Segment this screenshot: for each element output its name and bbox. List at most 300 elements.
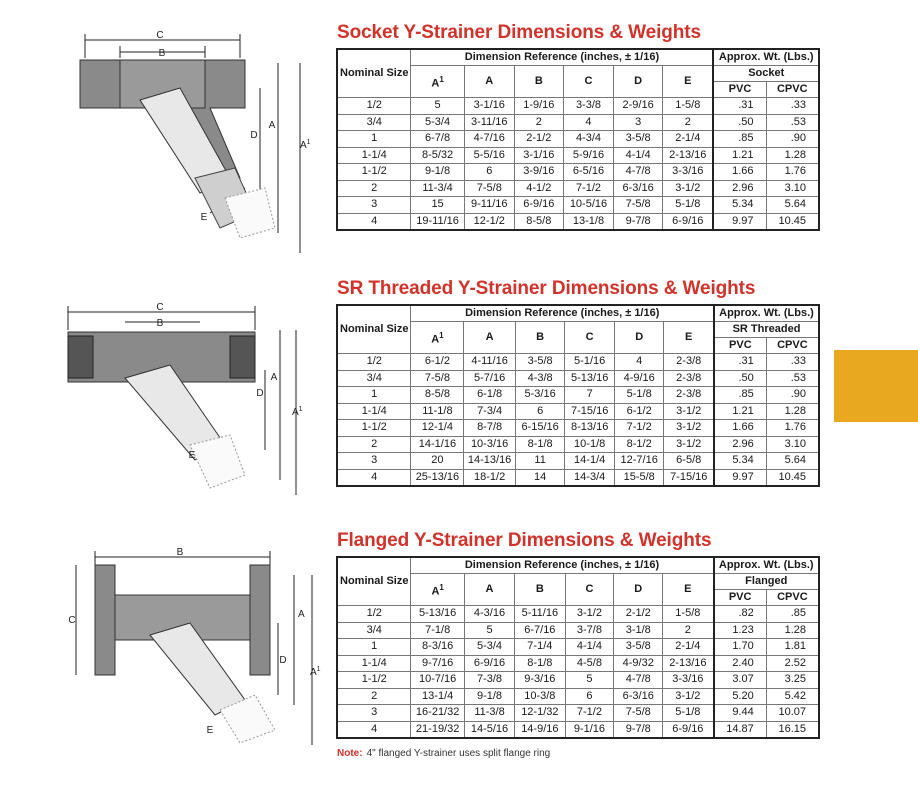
col-b-header: B (515, 322, 565, 354)
cell-e: 3-1/2 (663, 180, 714, 197)
cell-pvc: 9.97 (713, 213, 766, 230)
cell-size: 1-1/2 (337, 164, 411, 181)
cell-a: 7-5/8 (464, 180, 514, 197)
cell-size: 1 (337, 639, 411, 656)
table-row (337, 436, 819, 453)
cell-e: 5-1/8 (663, 705, 714, 722)
cell-d: 6-3/16 (614, 180, 663, 197)
cell-pvc: .85 (713, 131, 766, 148)
cpvc-header: CPVC (766, 82, 819, 98)
cell-a1: 12-1/4 (411, 420, 464, 437)
cell-d: 12-7/16 (614, 453, 664, 470)
cell-e: 1-5/8 (663, 98, 714, 115)
cpvc-header: CPVC (766, 338, 819, 354)
cell-a: 4-7/16 (464, 131, 514, 148)
cell-c: 4-3/4 (563, 131, 613, 148)
table-row (337, 672, 819, 689)
cell-c: 10-5/16 (563, 197, 613, 214)
cell-c: 5-1/16 (565, 354, 615, 371)
cell-e: 2 (663, 622, 714, 639)
cell-size: 4 (337, 721, 411, 738)
cell-pvc: .85 (714, 387, 766, 404)
cell-pvc: 1.21 (713, 147, 766, 164)
cell-e: 3-1/2 (663, 688, 714, 705)
cell-a: 5-3/4 (464, 639, 514, 656)
table-row (337, 639, 819, 656)
table-row (337, 387, 819, 404)
cell-a: 6-1/8 (464, 387, 516, 404)
cell-pvc: 1.66 (714, 420, 766, 437)
cell-a: 14-5/16 (464, 721, 514, 738)
cell-cpvc: 1.28 (766, 403, 819, 420)
cell-a1: 11-1/8 (411, 403, 464, 420)
cell-a: 3-11/16 (464, 114, 514, 131)
cell-b: 10-3/8 (515, 688, 565, 705)
col-e-header: E (663, 66, 714, 98)
cell-size: 1/2 (337, 354, 411, 371)
svg-text:E: E (206, 725, 214, 736)
svg-text:D: D (250, 130, 258, 141)
cell-b: 12-1/32 (515, 705, 565, 722)
cell-size: 1-1/4 (337, 655, 411, 672)
cell-c: 5 (565, 672, 614, 689)
col-c-header: C (565, 322, 615, 354)
cell-c: 4-1/4 (565, 639, 614, 656)
cell-c: 3-1/2 (565, 606, 614, 623)
table-row (337, 213, 819, 230)
cell-pvc: 1.23 (714, 622, 767, 639)
cell-a1: 15 (411, 197, 464, 214)
col-e-header: E (664, 322, 714, 354)
cell-c: 14-1/4 (565, 453, 615, 470)
cell-cpvc: 1.28 (766, 147, 819, 164)
cell-e: 2-3/8 (664, 387, 714, 404)
cell-a1: 6-1/2 (411, 354, 464, 371)
cell-size: 3/4 (337, 622, 411, 639)
socket-section-title: Socket Y-Strainer Dimensions & Weights (337, 22, 701, 43)
cell-d: 7-5/8 (614, 197, 663, 214)
cell-a1: 8-5/32 (411, 147, 464, 164)
cell-cpvc: 1.76 (766, 420, 819, 437)
table-row (337, 420, 819, 437)
cell-c: 6 (565, 688, 614, 705)
svg-text:B: B (156, 318, 164, 329)
svg-text:A1: $A^1$ (300, 139, 311, 151)
note-text: 4" flanged Y-strainer uses split flange ring (366, 748, 551, 759)
cell-e: 2 (663, 114, 714, 131)
cell-b: 2-1/2 (514, 131, 563, 148)
flanged-strainer-diagram (60, 545, 330, 750)
cell-d: 2-1/2 (614, 606, 663, 623)
cell-a: 12-1/2 (464, 213, 514, 230)
threaded-strainer-diagram (60, 300, 320, 500)
end-type-header: SR Threaded (714, 322, 819, 338)
cell-pvc: .82 (714, 606, 767, 623)
table-row (337, 114, 819, 131)
nominal-size-header: Nominal Size (337, 49, 411, 98)
cell-e: 2-1/4 (663, 639, 714, 656)
cell-a: 9-1/8 (464, 688, 514, 705)
cell-d: 8-1/2 (614, 436, 664, 453)
svg-text:A: A (268, 120, 276, 131)
nominal-size-header: Nominal Size (337, 557, 411, 606)
cell-a: 5 (464, 622, 514, 639)
cell-e: 6-9/16 (663, 213, 714, 230)
cell-a: 10-3/16 (464, 436, 516, 453)
table-row (337, 98, 819, 115)
cell-cpvc: .90 (766, 131, 819, 148)
cell-pvc: 2.40 (714, 655, 767, 672)
socket-strainer-diagram (60, 28, 320, 258)
cell-cpvc: 16.15 (766, 721, 819, 738)
cell-a1: 16-21/32 (411, 705, 464, 722)
cell-b: 14-9/16 (515, 721, 565, 738)
cell-size: 1 (337, 387, 411, 404)
svg-text:E: E (188, 450, 196, 461)
cell-a: 7-3/8 (464, 672, 514, 689)
col-d-header: D (614, 66, 663, 98)
cell-pvc: .50 (713, 114, 766, 131)
cell-size: 3/4 (337, 370, 411, 387)
cell-cpvc: 10.07 (766, 705, 819, 722)
cell-b: 3-9/16 (514, 164, 563, 181)
cell-a1: 20 (411, 453, 464, 470)
cell-a: 14-13/16 (464, 453, 516, 470)
cell-e: 3-3/16 (663, 164, 714, 181)
cell-c: 3-3/8 (563, 98, 613, 115)
cell-a1: 19-11/16 (411, 213, 464, 230)
cell-b: 4-3/8 (515, 370, 565, 387)
table-row (337, 147, 819, 164)
nominal-size-header: Nominal Size (337, 305, 411, 354)
cell-size: 3 (337, 197, 411, 214)
col-b-header: B (515, 574, 565, 606)
cell-pvc: 1.66 (713, 164, 766, 181)
cell-pvc: 2.96 (713, 180, 766, 197)
section-tab-marker (834, 350, 918, 422)
cell-b: 2 (514, 114, 563, 131)
svg-text:C: C (156, 30, 164, 41)
pvc-header: PVC (714, 338, 766, 354)
cell-b: 7-1/4 (515, 639, 565, 656)
cell-pvc: 14.87 (714, 721, 767, 738)
cell-b: 8-5/8 (514, 213, 563, 230)
cell-cpvc: 3.10 (766, 180, 819, 197)
cell-b: 3-1/16 (514, 147, 563, 164)
cell-e: 7-15/16 (664, 469, 714, 486)
cell-c: 7-15/16 (565, 403, 615, 420)
cell-a1: 21-19/32 (411, 721, 464, 738)
cell-pvc: 3.07 (714, 672, 767, 689)
cell-size: 1-1/2 (337, 420, 411, 437)
cell-c: 7 (565, 387, 615, 404)
cell-d: 3-1/8 (614, 622, 663, 639)
pvc-header: PVC (713, 82, 766, 98)
cell-a: 3-1/16 (464, 98, 514, 115)
cell-size: 2 (337, 180, 411, 197)
cell-a1: 13-1/4 (411, 688, 464, 705)
cell-cpvc: 1.76 (766, 164, 819, 181)
cell-a1: 8-3/16 (411, 639, 464, 656)
cell-pvc: 5.34 (714, 453, 766, 470)
cell-size: 1/2 (337, 98, 411, 115)
cell-d: 6-3/16 (614, 688, 663, 705)
flanged-section-title: Flanged Y-Strainer Dimensions & Weights (337, 530, 712, 551)
table-row (337, 164, 819, 181)
cell-cpvc: 3.25 (766, 672, 819, 689)
cell-a: 6 (464, 164, 514, 181)
cell-b: 3-5/8 (515, 354, 565, 371)
cell-a1: 10-7/16 (411, 672, 464, 689)
cell-size: 1-1/4 (337, 147, 411, 164)
cell-d: 5-1/8 (614, 387, 664, 404)
cell-cpvc: 5.42 (766, 688, 819, 705)
cell-a1: 9-1/8 (411, 164, 464, 181)
cell-size: 4 (337, 213, 411, 230)
cell-a1: 14-1/16 (411, 436, 464, 453)
cell-a1: 7-5/8 (411, 370, 464, 387)
cell-a1: 5-3/4 (411, 114, 464, 131)
table-row (337, 197, 819, 214)
cell-a: 7-3/4 (464, 403, 516, 420)
approx-wt-header: Approx. Wt. (Lbs.) (713, 49, 819, 66)
cell-c: 7-1/2 (563, 180, 613, 197)
cell-b: 11 (515, 453, 565, 470)
cell-b: 4-1/2 (514, 180, 563, 197)
cell-size: 2 (337, 436, 411, 453)
cell-b: 5-11/16 (515, 606, 565, 623)
cell-c: 7-1/2 (565, 705, 614, 722)
cell-size: 1/2 (337, 606, 411, 623)
cell-a: 5-7/16 (464, 370, 516, 387)
cell-d: 6-1/2 (614, 403, 664, 420)
cell-e: 3-1/2 (664, 403, 714, 420)
cell-c: 14-3/4 (565, 469, 615, 486)
col-a1-header: $A^1$ (411, 574, 464, 606)
cell-c: 8-13/16 (565, 420, 615, 437)
cell-cpvc: .53 (766, 114, 819, 131)
col-e-header: E (663, 574, 714, 606)
svg-text:B: B (158, 48, 166, 59)
col-b-header: B (514, 66, 563, 98)
cell-a: 18-1/2 (464, 469, 516, 486)
table-row (337, 705, 819, 722)
col-d-header: D (614, 322, 664, 354)
cell-cpvc: .33 (766, 98, 819, 115)
cell-cpvc: 2.52 (766, 655, 819, 672)
pvc-header: PVC (714, 590, 767, 606)
cell-size: 3 (337, 453, 411, 470)
cell-d: 4-7/8 (614, 672, 663, 689)
table-row (337, 180, 819, 197)
svg-text:E: E (200, 212, 208, 223)
cell-a: 11-3/8 (464, 705, 514, 722)
threaded-section-title: SR Threaded Y-Strainer Dimensions & Weights (337, 278, 756, 299)
dimension-ref-header: Dimension Reference (inches, ± 1/16) (411, 557, 714, 574)
svg-text:C: C (68, 615, 76, 626)
cell-a: 4-3/16 (464, 606, 514, 623)
cell-d: 2-9/16 (614, 98, 663, 115)
cell-e: 6-9/16 (663, 721, 714, 738)
svg-text:D: D (256, 388, 264, 399)
cell-e: 6-5/8 (664, 453, 714, 470)
cell-cpvc: .85 (766, 606, 819, 623)
cell-cpvc: 5.64 (766, 453, 819, 470)
cell-pvc: 9.44 (714, 705, 767, 722)
table-row (337, 370, 819, 387)
approx-wt-header: Approx. Wt. (Lbs.) (714, 305, 819, 322)
cell-cpvc: 5.64 (766, 197, 819, 214)
cell-cpvc: .90 (766, 387, 819, 404)
cell-c: 4-5/8 (565, 655, 614, 672)
cell-b: 1-9/16 (514, 98, 563, 115)
cell-cpvc: 1.81 (766, 639, 819, 656)
cell-c: 10-1/8 (565, 436, 615, 453)
col-a-header: A (464, 574, 514, 606)
cell-pvc: 1.21 (714, 403, 766, 420)
cell-size: 3 (337, 705, 411, 722)
cell-cpvc: .33 (766, 354, 819, 371)
cell-b: 6-7/16 (515, 622, 565, 639)
cell-c: 4 (563, 114, 613, 131)
threaded-dimensions-table (336, 304, 820, 487)
cell-e: 2-13/16 (663, 147, 714, 164)
cell-e: 2-3/8 (664, 354, 714, 371)
cell-e: 2-3/8 (664, 370, 714, 387)
cell-cpvc: 1.28 (766, 622, 819, 639)
col-a-header: A (464, 322, 516, 354)
table-row (337, 622, 819, 639)
cell-size: 4 (337, 469, 411, 486)
cell-pvc: .31 (713, 98, 766, 115)
cell-c: 5-9/16 (563, 147, 613, 164)
svg-text:A: A (270, 372, 278, 383)
cpvc-header: CPVC (766, 590, 819, 606)
cell-c: 5-13/16 (565, 370, 615, 387)
cell-d: 4 (614, 354, 664, 371)
col-c-header: C (563, 66, 613, 98)
cell-a1: 6-7/8 (411, 131, 464, 148)
cell-a1: 9-7/16 (411, 655, 464, 672)
dimension-ref-header: Dimension Reference (inches, ± 1/16) (411, 49, 714, 66)
cell-a1: 7-1/8 (411, 622, 464, 639)
cell-e: 2-1/4 (663, 131, 714, 148)
table-row (337, 688, 819, 705)
footnote (337, 748, 550, 759)
cell-d: 9-7/8 (614, 213, 663, 230)
dimension-ref-header: Dimension Reference (inches, ± 1/16) (411, 305, 714, 322)
cell-size: 1-1/2 (337, 672, 411, 689)
table-row (337, 131, 819, 148)
table-row (337, 721, 819, 738)
cell-pvc: 5.34 (713, 197, 766, 214)
cell-size: 1 (337, 131, 411, 148)
end-type-header: Flanged (714, 574, 819, 590)
note-label: Note: (337, 748, 363, 759)
cell-c: 3-7/8 (565, 622, 614, 639)
cell-d: 3-5/8 (614, 131, 663, 148)
col-a-header: A (464, 66, 514, 98)
cell-pvc: 1.70 (714, 639, 767, 656)
table-row (337, 403, 819, 420)
cell-e: 1-5/8 (663, 606, 714, 623)
cell-b: 6-15/16 (515, 420, 565, 437)
col-a1-header: $A^1$ (411, 66, 464, 98)
cell-d: 9-7/8 (614, 721, 663, 738)
socket-dimensions-table (336, 48, 820, 231)
cell-a: 5-5/16 (464, 147, 514, 164)
cell-a1: 5 (411, 98, 464, 115)
cell-d: 7-1/2 (614, 420, 664, 437)
cell-pvc: .50 (714, 370, 766, 387)
cell-e: 3-3/16 (663, 672, 714, 689)
cell-d: 15-5/8 (614, 469, 664, 486)
cell-d: 4-1/4 (614, 147, 663, 164)
svg-text:A1: $A^1$ (292, 406, 303, 418)
approx-wt-header: Approx. Wt. (Lbs.) (714, 557, 819, 574)
cell-a: 6-9/16 (464, 655, 514, 672)
cell-cpvc: .53 (766, 370, 819, 387)
cell-cpvc: 3.10 (766, 436, 819, 453)
cell-a1: 25-13/16 (411, 469, 464, 486)
cell-size: 3/4 (337, 114, 411, 131)
cell-e: 5-1/8 (663, 197, 714, 214)
cell-c: 13-1/8 (563, 213, 613, 230)
cell-e: 3-1/2 (664, 420, 714, 437)
cell-cpvc: 10.45 (766, 213, 819, 230)
svg-text:D: D (279, 655, 287, 666)
cell-c: 9-1/16 (565, 721, 614, 738)
flanged-dimensions-table (336, 556, 820, 739)
cell-pvc: 9.97 (714, 469, 766, 486)
cell-b: 6 (515, 403, 565, 420)
col-c-header: C (565, 574, 614, 606)
cell-pvc: 2.96 (714, 436, 766, 453)
cell-size: 2 (337, 688, 411, 705)
table-row (337, 655, 819, 672)
cell-b: 5-3/16 (515, 387, 565, 404)
col-d-header: D (614, 574, 663, 606)
table-row (337, 469, 819, 486)
cell-d: 3 (614, 114, 663, 131)
table-row (337, 606, 819, 623)
cell-a: 4-11/16 (464, 354, 516, 371)
svg-text:A: A (298, 609, 305, 620)
cell-d: 4-7/8 (614, 164, 663, 181)
cell-d: 3-5/8 (614, 639, 663, 656)
cell-d: 7-5/8 (614, 705, 663, 722)
cell-b: 9-3/16 (515, 672, 565, 689)
svg-text:B: B (176, 547, 184, 558)
cell-size: 1-1/4 (337, 403, 411, 420)
svg-text:A1: $A^1$ (310, 666, 321, 678)
cell-cpvc: 10.45 (766, 469, 819, 486)
cell-pvc: 5.20 (714, 688, 767, 705)
cell-a: 8-7/8 (464, 420, 516, 437)
cell-b: 6-9/16 (514, 197, 563, 214)
cell-d: 4-9/32 (614, 655, 663, 672)
cell-a1: 5-13/16 (411, 606, 464, 623)
table-row (337, 453, 819, 470)
svg-text:C: C (156, 302, 164, 313)
cell-e: 3-1/2 (664, 436, 714, 453)
cell-c: 6-5/16 (563, 164, 613, 181)
table-row (337, 354, 819, 371)
cell-a: 9-11/16 (464, 197, 514, 214)
cell-a1: 11-3/4 (411, 180, 464, 197)
cell-e: 2-13/16 (663, 655, 714, 672)
cell-d: 4-9/16 (614, 370, 664, 387)
